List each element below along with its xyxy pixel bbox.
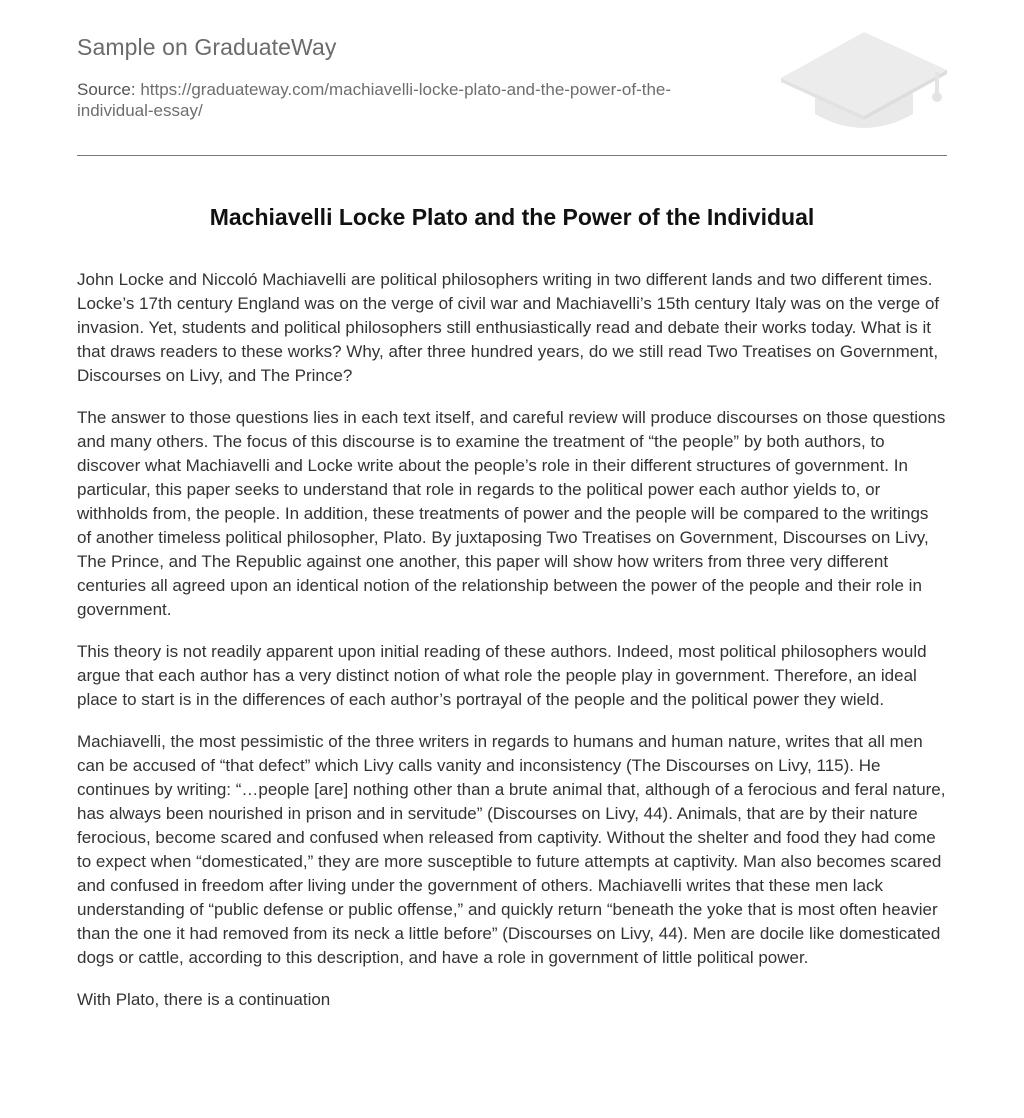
paragraph: This theory is not readily apparent upon initial reading of these authors. Indeed, most political philosophers would argue that each author has a very distinct notion of what role the people play in government. Therefore, an ideal place to start is in the differences of each author’s portrayal of the people and the political power they wield. bbox=[77, 642, 927, 709]
paragraph: With Plato, there is a continuation bbox=[77, 990, 331, 1009]
page-header bbox=[77, 0, 947, 156]
paragraph: The answer to those questions lies in each text itself, and careful review will produce discourses on those questions and many others. The focus of this discourse is to examine the treatment of “the people” by both authors, to discover what Machiavelli and Locke write about the people’s role in their different structures of government. In particular, this paper seeks to understand that role in regards to the political power each author yields to, or withholds from, the people. In addition, these treatments of power and the people will be compared to the writings of another timeless political philosopher, Plato. By juxtaposing Two Treatises on Government, Discourses on Livy, The Prince, and The Republic against one another, this paper will show how writers from three very different centuries all agreed upon an identical notion of the relationship between the power of the people and their role in government. bbox=[77, 408, 946, 619]
header-divider bbox=[77, 155, 947, 156]
source-line bbox=[77, 79, 737, 121]
paragraph: John Locke and Niccoló Machiavelli are political philosophers writing in two different lands and two different times. Locke’s 17th century England was on the verge of civil war and Machiavelli’s 15th century Italy was on the verge of invasion. Yet, students and political philosophers still enthusiastically read and debate their works today. What is it that draws readers to these works? Why, after three hundred years, do we still read Two Treatises on Government, Discourses on Livy, and The Prince? bbox=[77, 270, 940, 385]
graduation-cap-icon bbox=[781, 30, 947, 134]
source-label: Source: bbox=[77, 80, 136, 99]
source-link[interactable]: https://graduateway.com/machiavelli-locke-plato-and-the-power-of-the-individual-essay/ bbox=[77, 80, 672, 120]
paragraph: Machiavelli, the most pessimistic of the three writers in regards to humans and human nature, writes that all men can be accused of “that defect” which Livy calls vanity and inconsistency (The Discourses on Livy, 115). He continues by writing: “…people [are] nothing other than a brute animal that, although of a ferocious and feral nature, has always been nourished in prison and in servitude” (Discourses on Livy, 44). Animals, that are by their nature ferocious, become scared and confused when released from captivity. Without the shelter and food they had come to expect when “domesticated,” they are more susceptible to future attempts at captivity. Man also becomes scared and confused in freedom after living under the government of others. Machiavelli writes that these men lack understanding of “public defense or public offense,” and quickly return “beneath the yoke that is most often heavier than the one it had removed from its neck a little before” (Discourses on Livy, 44). Men are docile like domesticated dogs or cattle, according to this description, and have a role in government of little political power. bbox=[77, 732, 946, 967]
site-title: Sample on GraduateWay bbox=[77, 34, 337, 60]
article-body bbox=[77, 268, 947, 1030]
article-title: Machiavelli Locke Plato and the Power of the Individual bbox=[209, 204, 815, 230]
